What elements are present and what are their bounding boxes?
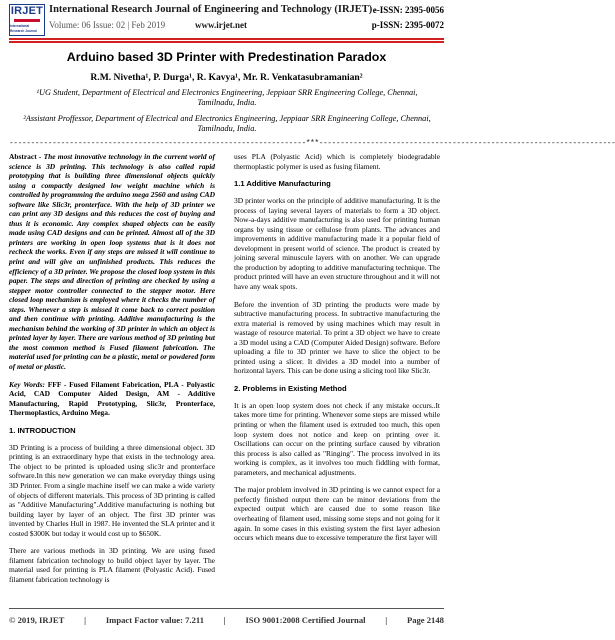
problems-paragraph-2: The major problem involved in 3D printing is we cannot expect for a perfectly finished output there can be minor deviations from the expected output which are caused due to some reason like overheating of filament used, missing some steps and not going for it again. In some cases in this existing system the first layer adhesion occurs which means due to excessive temperature the first layer will [234, 485, 440, 543]
intro-paragraph-1: 3D Printing is a process of building a three dimensional object. 3D printing is an extraordinary hype that exists in the technology area. The object to be printed is uploaded using slic3r and pronterface software.In this new generation we can make everyday things using 3D Printer. From a single machine itself we can make a wide variety of objects of different materials. This process of 3D printing is called as "Additive Manufacturing".Additive manufacturing is nothing but building layer by layer of an object. The first 3D printer was invented by Charles Hull in 1987. He invented the SLA printer and it costed $300K but today it would cost up to $650K. [9, 442, 215, 538]
footer-rule [9, 608, 444, 609]
problems-paragraph-1: It is an open loop system does not check if any mistake occurs..It takes more time for printing. Whenever some steps are missed while printing or when the filament used is extruded too much, this open loop system does not notice and keep on printing over it. Oscillations can occur on the printing surface caused by vibration this process is also called as "Ringing". The process involved in its working is complex, as it involves too much fiddling with format, parameters, and mechanical adjustments. [234, 400, 440, 477]
volume-issue: Volume: 06 Issue: 02 | Feb 2019 [49, 20, 166, 30]
keywords [9, 380, 215, 418]
logo-bar [14, 19, 40, 22]
intro-paragraph-2: There are various methods in 3D printing. We are using fused filament fabrication technology to build object layer by layer. The material used for printing is PLA filament (Polyastic Acid). Fused filament fabrication technology is [9, 546, 215, 584]
paragraph-continued: uses PLA (Polyastic Acid) which is completely biodegradable thermoplastic polymer is used as fusing filament. [234, 152, 440, 171]
journal-website-link[interactable]: www.irjet.net [195, 20, 247, 30]
footer-sep-1: | [84, 615, 87, 625]
footer-page-number: Page 2148 [406, 615, 444, 625]
paper-title: Arduino based 3D Printer with Predestination Paradox [66, 50, 387, 64]
section-heading-introduction: 1. INTRODUCTION [9, 425, 76, 435]
e-issn: e-ISSN: 2395-0056 [372, 5, 444, 15]
abstract-label: Abstract - [9, 152, 42, 161]
footer-sep-3: | [385, 615, 388, 625]
logo-subtext: International Research Journal [10, 24, 37, 33]
irjet-logo [9, 4, 45, 36]
footer-copyright: © 2019, IRJET [9, 615, 65, 625]
header-rule-bottom [9, 41, 444, 43]
p-issn: p-ISSN: 2395-0072 [371, 20, 444, 30]
section-heading-problems: 2. Problems in Existing Method [234, 383, 347, 393]
journal-header [0, 0, 453, 38]
footer-impact-factor: Impact Factor value: 7.211 [105, 615, 204, 625]
journal-meta [49, 20, 247, 30]
header-rule-top [9, 38, 444, 40]
section-separator: ---------------------------------------------------------------------***--------------------------------------------------------------------- [9, 139, 615, 148]
footer-sep-2: | [223, 615, 226, 625]
keywords-label: Key Words: [9, 379, 45, 389]
abstract-text: The most innovative technology in the current world of science is 3D printing. This technology is also called rapid prototyping that is building three dimensional objects quickly using a compactly designed low weight machine which is controlled by programming the arduino mega 2560 and using CAD software like Slic3r, pronterface. With the help of 3D printer we can print any 3D designs and this reduces the cost of buying and thus it is economic. Any complex shaped objects can be easily made using CAD designs and can be printed. Almost all of the 3D printers are working in open loop systems that is it does not recheck the works. Even if any steps are missed it will continue to print and will give an unfinished products. This reduces the efficiency of a 3D printer. We propose the closed loop system in this paper. The steps and direction of printing are checked by using a stepper motor controller connected to the stepper motor. Here closed loop mechanism is employed where it checks the number of steps. Whenever a step is missed it come back to correct position and then continue with printing. Additive manufacturing is the mechanism behind the working of 3D printer in which an object is printed layer by layer. There are various method of 3D printing but the most common method is Fused filament fabrication. The material used for printing can be a plastic, metal or powdered form of metal or plastic. [9, 152, 216, 372]
page-footer [9, 615, 444, 625]
additive-paragraph-2: Before the invention of 3D printing the products were made by subtractive manufacturing process. In subtractive manufacturing the extra material is removed by using machines which may result in wastage of resource material. To print a 3D object we have to create a 3D model using a CAD (Computer Aided Design) software. Before uploading a file to 3D printer we have to slice the object to be printed using a slicer. It divides a 3D model into a number of horizontal layers. This can be done using a slicing tool like Slic3r. [234, 299, 440, 376]
paper-authors: R.M. Nivetha¹, P. Durga¹, R. Kavya¹, Mr. R. Venkatasubramanian² [90, 72, 363, 83]
abstract [9, 152, 215, 372]
journal-name: International Research Journal of Engineering and Technology (IRJET) [49, 4, 373, 15]
additive-paragraph-1: 3D printer works on the principle of additive manufacturing. It is the process of laying several layers of materials to form a 3D object. Now-a-days additive manufacturing is also used for printing human organs by using tissue or cellulose from plants. The advances and improvements in additive manufacturing made it a popular field of development in present world of science. The product is created by joining several minuscule layers with on another. We can upgrade the production by adopting to additive manufacturing technique. The product printed will have an even structure throughout and it will not have any weak spots. [234, 196, 440, 292]
footer-iso: ISO 9001:2008 Certified Journal [245, 615, 366, 625]
affiliation-2: ²Assistant Proffessor, Department of Electrical and Electronics Engineering, Jeppiaar SRR Engineering College, Chennai, Tamilnadu, India. [23, 114, 431, 133]
logo-text: IRJET [10, 5, 44, 17]
section-heading-additive-manufacturing: 1.1 Additive Manufacturing [234, 179, 331, 189]
affiliation-1: ¹UG Student, Department of Electrical and Electronics Engineering, Jeppiaar SRR Engineering College, Chennai, Tamilnadu, India. [36, 88, 418, 107]
left-column [9, 152, 215, 592]
right-column [234, 152, 440, 551]
keywords-text: FFF - Fused Filament Fabrication, PLA - Polyastic Acid, CAD Computer Aided Design, AM - Additive Manufacturing, Rapid Prototyping, Slic3r, Pronterface, Thermoplastics, Arduino Mega. [9, 379, 215, 418]
